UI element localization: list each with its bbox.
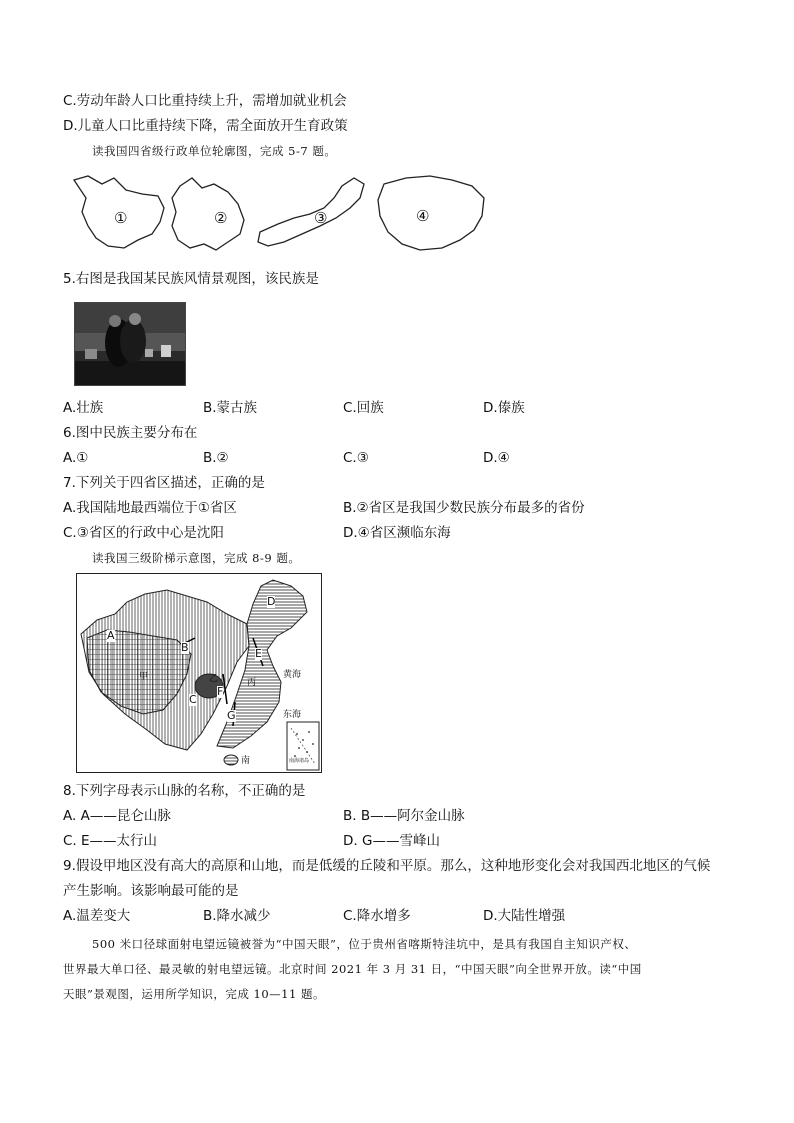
q7-option-c: C.③省区的行政中心是沈阳 xyxy=(63,525,224,541)
province-4-outline xyxy=(378,176,484,250)
intro-10-11-line-1: 500 米口径球面射电望远镜被誉为“中国天眼”，位于贵州省喀斯特洼坑中，是具有我国自主知识产权、 xyxy=(92,937,637,951)
q8-option-d: D. G——雪峰山 xyxy=(343,833,440,849)
q9-option-d: D.大陆性增强 xyxy=(483,908,566,924)
hainan-island xyxy=(224,755,238,765)
q8-option-a: A. A——昆仑山脉 xyxy=(63,808,171,824)
province-label-2: ② xyxy=(214,209,228,227)
map-label-d: D xyxy=(267,595,276,608)
q8-option-b: B. B——阿尔金山脉 xyxy=(343,808,465,824)
q9-option-b: B.降水减少 xyxy=(203,908,271,924)
map-label-bing: 丙 xyxy=(247,678,257,688)
map-label-e: E xyxy=(255,647,262,660)
q5-option-b: B.蒙古族 xyxy=(203,400,258,416)
q4-option-d: D.儿童人口比重持续下降，需全面放开生育政策 xyxy=(63,118,348,134)
map-label-yi: 乙 xyxy=(209,674,219,684)
question-8: 8.下列字母表示山脉的名称，不正确的是 xyxy=(63,783,306,799)
province-label-3: ③ xyxy=(314,209,328,227)
q8-option-c: C. E——太行山 xyxy=(63,833,158,849)
map-label-east-sea: 东海 xyxy=(283,710,302,720)
question-5: 5.右图是我国某民族风情景观图，该民族是 xyxy=(63,271,319,287)
q7-option-b: B.②省区是我国少数民族分布最多的省份 xyxy=(343,500,585,516)
q6-option-d: D.④ xyxy=(483,450,510,466)
q6-option-c: C.③ xyxy=(343,450,369,466)
question-9-line-1: 9.假设甲地区没有高大的高原和山地，而是低缓的丘陵和平原。那么，这种地形变化会对我国西北地区的气候 xyxy=(63,858,711,874)
question-9-line-2: 产生影响。该影响最可能的是 xyxy=(63,883,239,899)
province-label-4: ④ xyxy=(416,207,430,225)
wrestling-photo-graphic xyxy=(75,303,185,385)
intro-10-11-line-2: 世界最大单口径、最灵敏的射电望远镜。北京时间 2021 年 3 月 31 日，“中国天眼”向全世界开放。读“中国 xyxy=(63,962,642,976)
province-outlines-figure xyxy=(68,170,488,260)
q9-option-a: A.温差变大 xyxy=(63,908,131,924)
map-label-b: B xyxy=(181,641,189,654)
q7-option-d: D.④省区濒临东海 xyxy=(343,525,451,541)
map-label-a: A xyxy=(107,629,115,642)
province-3-outline xyxy=(258,178,364,246)
ethnic-scene-photo xyxy=(74,302,186,386)
map-label-c: C xyxy=(189,693,197,706)
terrain-steps-map xyxy=(76,573,322,773)
question-7: 7.下列关于四省区描述，正确的是 xyxy=(63,475,265,491)
q5-option-c: C.回族 xyxy=(343,400,384,416)
province-2-outline xyxy=(172,178,244,250)
question-6: 6.图中民族主要分布在 xyxy=(63,425,198,441)
intro-8-9: 读我国三级阶梯示意图，完成 8-9 题。 xyxy=(92,551,301,565)
q6-option-a: A.① xyxy=(63,450,89,466)
map-label-g: G xyxy=(227,709,236,722)
map-label-yellow-sea: 黄海 xyxy=(283,670,302,680)
q5-option-a: A.壮族 xyxy=(63,400,104,416)
province-label-1: ① xyxy=(114,209,128,227)
q4-option-c: C.劳动年龄人口比重持续上升，需增加就业机会 xyxy=(63,93,347,109)
map-label-south: 南 xyxy=(241,756,251,766)
map-label-f: F xyxy=(217,685,224,698)
map-label-jia: 甲 xyxy=(139,672,149,682)
q6-option-b: B.② xyxy=(203,450,229,466)
map-label-south-sea-islands: 南海诸岛 xyxy=(289,758,310,764)
q9-option-c: C.降水增多 xyxy=(343,908,411,924)
q7-option-a: A.我国陆地最西端位于①省区 xyxy=(63,500,237,516)
q5-option-d: D.傣族 xyxy=(483,400,525,416)
intro-10-11-line-3: 天眼”景观图，运用所学知识，完成 10—11 题。 xyxy=(63,987,325,1001)
intro-5-7: 读我国四省级行政单位轮廓图，完成 5-7 题。 xyxy=(92,144,337,158)
